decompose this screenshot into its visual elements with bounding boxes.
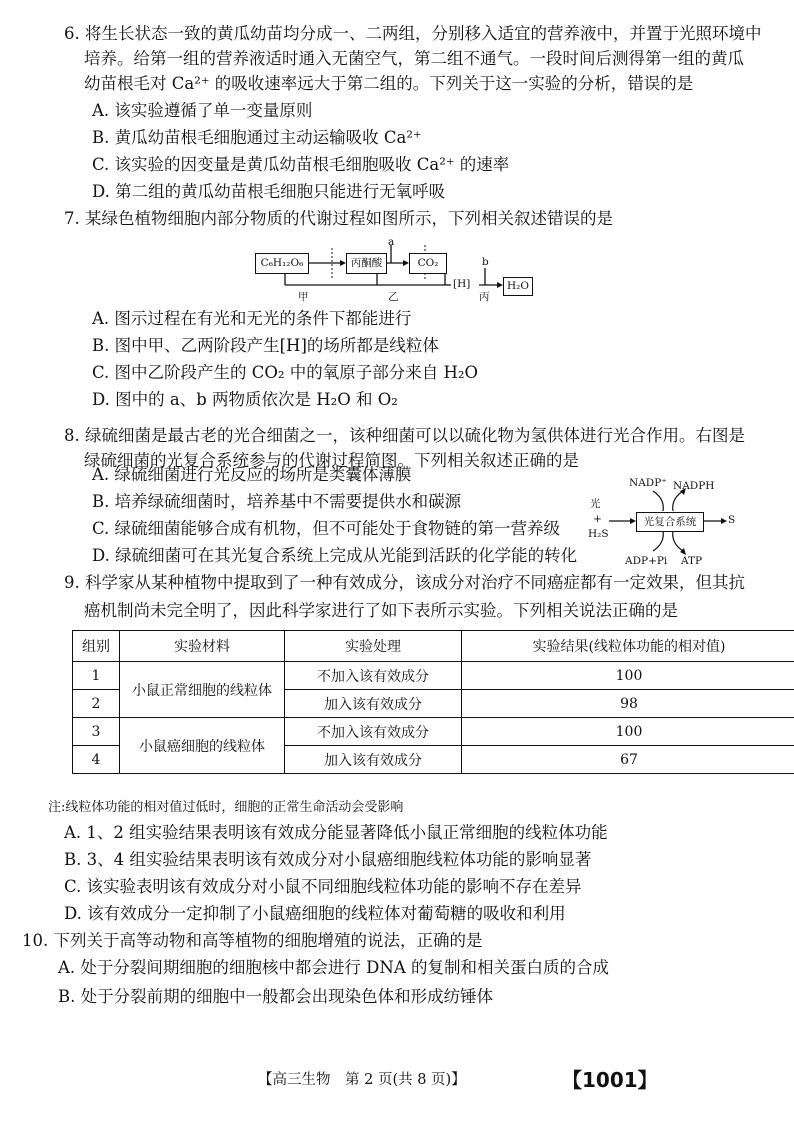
result-cell: 100: [462, 662, 794, 690]
q7-option-a: A. 图示过程在有光和无光的条件下都能进行: [92, 309, 412, 328]
group-cell: 3: [73, 718, 120, 746]
glucose-box: C₆H₁₂O₆: [255, 253, 309, 274]
q6-option-b: B. 黄瓜幼苗根毛细胞通过主动运输吸收 Ca²⁺: [92, 128, 422, 147]
material-cell: 小鼠癌细胞的线粒体: [120, 718, 285, 774]
label-nadp: NADP⁺: [629, 477, 667, 489]
material-cell: 小鼠正常细胞的线粒体: [120, 662, 285, 718]
q10-stem: 10. 下列关于高等动物和高等植物的细胞增殖的说法，正确的是: [22, 931, 483, 950]
q9-stem-line-1: 9. 科学家从某种植物中提取到了一种有效成分，该成分对治疗不同癌症都有一定效果，但其抗: [64, 573, 745, 592]
table-row: [73, 718, 794, 746]
co2-box: CO₂: [409, 253, 447, 274]
q8-stem-line-1: 8. 绿硫细菌是最古老的光合细菌之一，该种细菌可以以硫化物为氢供体进行光合作用。右图是: [64, 426, 745, 445]
group-cell: 4: [73, 746, 120, 774]
treatment-cell: 不加入该有效成分: [285, 662, 462, 690]
header-cell: 实验处理: [285, 631, 462, 662]
photo-system-box: 光复合系统: [636, 512, 704, 532]
q7-stem: 7. 某绿色植物细胞内部分物质的代谢过程如图所示，下列相关叙述错误的是: [64, 209, 613, 228]
q7-option-c: C. 图中乙阶段产生的 CO₂ 中的氧原子部分来自 H₂O: [92, 363, 479, 382]
label-b: b: [482, 256, 489, 268]
label-atp: ATP: [681, 555, 703, 567]
q6-stem-line-2: 培养。给第一组的营养液适时通入无菌空气，第二组不通气。一段时间后测得第一组的黄瓜: [84, 49, 744, 68]
exam-code: 【1001】: [562, 1068, 658, 1092]
q8-option-c: C. 绿硫细菌能够合成有机物，但不可能处于食物链的第一营养级: [92, 519, 561, 538]
respiration-diagram: [255, 236, 545, 306]
result-cell: 100: [462, 718, 794, 746]
label-h2s: H₂S: [588, 528, 609, 540]
label-adp: ADP+Pi: [625, 555, 668, 567]
stage-bing-label: 丙: [479, 291, 490, 303]
q9-option-b: B. 3、4 组实验结果表明该有效成分对小鼠癌细胞线粒体功能的影响显著: [64, 850, 592, 869]
group-cell: 2: [73, 690, 120, 718]
pyruvate-box: 丙酮酸: [346, 253, 387, 274]
stage-yi-label: 乙: [388, 291, 399, 303]
header-cell: 组别: [73, 631, 120, 662]
q7-option-b: B. 图中甲、乙两阶段产生[H]的场所都是线粒体: [92, 336, 439, 355]
label-light: 光: [590, 498, 601, 510]
q9-option-a: A. 1、2 组实验结果表明该有效成分能显著降低小鼠正常细胞的线粒体功能: [64, 823, 608, 842]
table-header-row: [73, 631, 794, 662]
q6-stem-line-3: 幼苗根毛对 Ca²⁺ 的吸收速率远大于第二组的。下列关于这一实验的分析，错误的是: [84, 74, 694, 93]
q7-option-d: D. 图中的 a、b 两物质依次是 H₂O 和 O₂: [92, 390, 398, 409]
exam-code-number: 1001: [582, 1068, 638, 1092]
q8-stem-line-2: 绿硫细菌的光复合系统参与的代谢过程简图。下列相关叙述正确的是: [84, 451, 579, 470]
experiment-table: [72, 630, 794, 774]
stage-jia-label: 甲: [298, 291, 309, 303]
q6-option-c: C. 该实验的因变量是黄瓜幼苗根毛细胞吸收 Ca²⁺ 的速率: [92, 155, 510, 174]
q10-option-b: B. 处于分裂前期的细胞中一般都会出现染色体和形成纺锤体: [58, 987, 494, 1006]
label-nadph: NADPH: [673, 480, 715, 492]
q6-option-d: D. 第二组的黄瓜幼苗根毛细胞只能进行无氧呼吸: [92, 182, 446, 201]
table-note: 注:线粒体功能的相对值过低时，细胞的正常生命活动会受影响: [48, 800, 404, 815]
label-s: S: [728, 514, 736, 526]
water-box: H₂O: [503, 277, 533, 296]
q6-option-a: A. 该实验遵循了单一变量原则: [92, 101, 313, 120]
label-a: a: [388, 236, 395, 248]
q10-option-a: A. 处于分裂间期细胞的细胞核中都会进行 DNA 的复制和相关蛋白质的合成: [58, 958, 609, 977]
label-h: [H]: [453, 278, 471, 290]
treatment-cell: 加入该有效成分: [285, 746, 462, 774]
table-row: [73, 662, 794, 690]
treatment-cell: 加入该有效成分: [285, 690, 462, 718]
header-cell: 实验结果(线粒体功能的相对值): [462, 631, 794, 662]
q8-option-b: B. 培养绿硫细菌时，培养基中不需要提供水和碳源: [92, 492, 462, 511]
label-plus: +: [593, 513, 602, 525]
result-cell: 98: [462, 690, 794, 718]
q6-stem-line-1: 6. 将生长状态一致的黄瓜幼苗均分成一、二两组，分别移入适宜的营养液中，并置于光照环境中: [64, 24, 762, 43]
q9-option-d: D. 该有效成分一定抑制了小鼠癌细胞的线粒体对葡萄糖的吸收和利用: [64, 904, 566, 923]
q8-option-d: D. 绿硫细菌可在其光复合系统上完成从光能到活跃的化学能的转化: [92, 546, 578, 565]
q9-stem-line-2: 癌机制尚未完全明了，因此科学家进行了如下表所示实验。下列相关说法正确的是: [84, 601, 678, 620]
q9-option-c: C. 该实验表明该有效成分对小鼠不同细胞线粒体功能的影响不存在差异: [64, 877, 582, 896]
treatment-cell: 不加入该有效成分: [285, 718, 462, 746]
header-cell: 实验材料: [120, 631, 285, 662]
page-footer: 【高三生物 第 2 页(共 8 页)】: [258, 1072, 466, 1088]
group-cell: 1: [73, 662, 120, 690]
result-cell: 67: [462, 746, 794, 774]
photo-system-diagram: [585, 475, 735, 570]
q8-option-a: A. 绿硫细菌进行光反应的场所是类囊体薄膜: [92, 465, 412, 484]
